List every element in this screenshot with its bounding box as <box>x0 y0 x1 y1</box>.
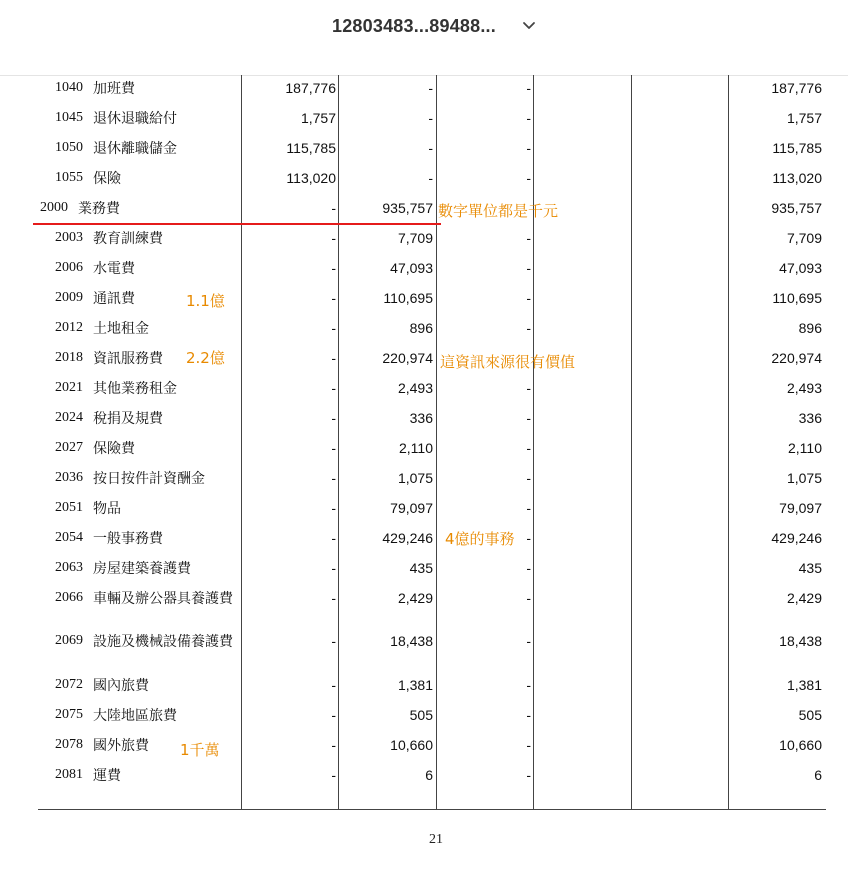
cell-total: 18,438 <box>779 633 822 649</box>
table-divider <box>241 75 242 810</box>
item-name: 大陸地區旅費 <box>93 707 177 723</box>
table-divider <box>631 75 632 810</box>
cell-total: 505 <box>798 707 822 723</box>
item-name: 水電費 <box>93 260 135 276</box>
item-code: 2027 <box>55 440 83 455</box>
item-name: 退休退職給付 <box>93 110 177 126</box>
cell-personnel: - <box>331 560 336 576</box>
cell-personnel: - <box>331 350 336 366</box>
cell-personnel: - <box>331 320 336 336</box>
cell-total: 935,757 <box>771 200 822 216</box>
cell-total: 429,246 <box>771 530 822 546</box>
cell-other: - <box>526 707 531 723</box>
table-divider <box>338 75 339 810</box>
cell-total: 47,093 <box>779 260 822 276</box>
cell-other: - <box>526 737 531 753</box>
cell-total: 1,381 <box>786 677 822 693</box>
item-name: 一般事務費 <box>93 530 163 546</box>
cell-business: 18,438 <box>390 633 433 649</box>
cell-personnel: - <box>331 500 336 516</box>
item-code: 1055 <box>55 170 83 185</box>
cell-business: - <box>428 80 433 96</box>
cell-business: 79,097 <box>390 500 433 516</box>
item-code: 2075 <box>55 707 83 722</box>
cell-personnel: - <box>331 707 336 723</box>
cell-total: 113,020 <box>772 170 822 186</box>
item-code: 2000 <box>40 200 68 215</box>
item-name: 加班費 <box>93 80 135 96</box>
cell-personnel: - <box>331 737 336 753</box>
cell-personnel: - <box>331 380 336 396</box>
item-code: 2024 <box>55 410 83 425</box>
cell-personnel: 113,020 <box>286 170 336 186</box>
item-code: 2009 <box>55 290 83 305</box>
cell-other: - <box>526 677 531 693</box>
cell-other: - <box>526 110 531 126</box>
cell-other: - <box>526 633 531 649</box>
cell-personnel: - <box>331 200 336 216</box>
item-name: 退休離職儲金 <box>93 140 177 156</box>
cell-other: - <box>526 500 531 516</box>
annotation-valuable-source: 這資訊來源很有價值 <box>440 353 576 371</box>
cell-business: 336 <box>409 410 433 426</box>
red-underline-annotation <box>33 223 441 225</box>
item-code: 2012 <box>55 320 83 335</box>
table-divider <box>533 75 534 810</box>
table-divider <box>728 75 729 810</box>
cell-personnel: - <box>331 530 336 546</box>
cell-total: 2,110 <box>788 440 822 456</box>
item-code: 1050 <box>55 140 83 155</box>
cell-business: 10,660 <box>390 737 433 753</box>
viewer-header <box>0 0 848 76</box>
cell-business: 1,075 <box>397 470 433 486</box>
chevron-down-icon[interactable] <box>520 14 538 38</box>
cell-total: 10,660 <box>779 737 822 753</box>
cell-business: 896 <box>409 320 433 336</box>
annotation-2078: 1千萬 <box>180 741 220 759</box>
cell-other: - <box>526 410 531 426</box>
cell-personnel: - <box>331 470 336 486</box>
cell-other: - <box>526 170 531 186</box>
item-code: 2054 <box>55 530 83 545</box>
item-name: 國外旅費 <box>93 737 149 753</box>
cell-personnel: 187,776 <box>285 80 336 96</box>
cell-business: 435 <box>409 560 433 576</box>
cell-business: 2,429 <box>397 590 433 606</box>
cell-personnel: - <box>331 767 336 783</box>
item-name: 房屋建築養護費 <box>93 560 191 576</box>
cell-business: - <box>428 110 433 126</box>
cell-personnel: - <box>331 260 336 276</box>
cell-personnel: 1,757 <box>300 110 336 126</box>
cell-business: 935,757 <box>382 200 433 216</box>
cell-personnel: - <box>331 590 336 606</box>
cell-other: - <box>526 767 531 783</box>
annotation-2018: 2.2億 <box>186 349 225 367</box>
item-code: 2003 <box>55 230 83 245</box>
item-code: 2063 <box>55 560 83 575</box>
cell-business: 220,974 <box>382 350 433 366</box>
cell-personnel: - <box>331 290 336 306</box>
item-code: 2006 <box>55 260 83 275</box>
cell-personnel: - <box>331 633 336 649</box>
item-name: 稅捐及規費 <box>93 410 163 426</box>
cell-business: - <box>428 170 433 186</box>
item-code: 2018 <box>55 350 83 365</box>
cell-total: 220,974 <box>771 350 822 366</box>
cell-personnel: 115,785 <box>286 140 336 156</box>
annotation-2009: 1.1億 <box>186 292 225 310</box>
cell-business: 429,246 <box>382 530 433 546</box>
cell-total: 1,075 <box>786 470 822 486</box>
cell-business: 110,695 <box>383 290 433 306</box>
cell-total: 1,757 <box>786 110 822 126</box>
cell-other: - <box>526 230 531 246</box>
item-code: 2051 <box>55 500 83 515</box>
table-divider <box>436 75 437 810</box>
item-name: 按日按件計資酬金 <box>93 470 205 486</box>
cell-other: - <box>526 530 531 546</box>
annotation-2054: 4億的事務 <box>445 530 515 548</box>
cell-personnel: - <box>331 230 336 246</box>
cell-other: - <box>526 290 531 306</box>
cell-business: 47,093 <box>390 260 433 276</box>
item-code: 2072 <box>55 677 83 692</box>
item-name: 物品 <box>93 500 121 516</box>
item-name: 土地租金 <box>93 320 149 336</box>
item-name: 資訊服務費 <box>93 350 163 366</box>
cell-business: 7,709 <box>397 230 433 246</box>
cell-total: 7,709 <box>786 230 822 246</box>
document-title[interactable]: 12803483...89488... <box>332 16 496 36</box>
cell-business: 6 <box>425 767 433 783</box>
cell-total: 435 <box>798 560 822 576</box>
cell-total: 896 <box>798 320 822 336</box>
item-code: 2078 <box>55 737 83 752</box>
cell-business: 2,110 <box>399 440 433 456</box>
cell-other: - <box>526 590 531 606</box>
item-name: 保險 <box>93 170 121 186</box>
cell-other: - <box>526 470 531 486</box>
cell-personnel: - <box>331 440 336 456</box>
item-name: 業務費 <box>78 200 120 216</box>
item-code: 2069 <box>55 633 83 648</box>
cell-total: 6 <box>814 767 822 783</box>
cell-other: - <box>526 380 531 396</box>
cell-other: - <box>526 140 531 156</box>
annotation-unit-note: 數字單位都是千元 <box>438 202 559 220</box>
item-name: 國內旅費 <box>93 677 149 693</box>
item-name: 車輛及辦公器具養護費 <box>93 590 233 606</box>
item-code: 2066 <box>55 590 83 605</box>
cell-personnel: - <box>331 410 336 426</box>
cell-total: 110,695 <box>772 290 822 306</box>
cell-other: - <box>526 440 531 456</box>
cell-business: 505 <box>409 707 433 723</box>
cell-total: 336 <box>798 410 822 426</box>
item-name: 教育訓練費 <box>93 230 163 246</box>
cell-other: - <box>526 560 531 576</box>
cell-business: 1,381 <box>397 677 433 693</box>
item-name: 其他業務租金 <box>93 380 177 396</box>
item-name: 設施及機械設備養護費 <box>93 633 233 649</box>
item-code: 2081 <box>55 767 83 782</box>
item-code: 1045 <box>55 110 83 125</box>
cell-other: - <box>526 260 531 276</box>
page-number: 21 <box>429 832 443 847</box>
cell-total: 2,429 <box>786 590 822 606</box>
cell-business: 2,493 <box>397 380 433 396</box>
cell-other: - <box>526 320 531 336</box>
cell-business: - <box>428 140 433 156</box>
item-code: 2036 <box>55 470 83 485</box>
item-name: 通訊費 <box>93 290 135 306</box>
cell-total: 187,776 <box>771 80 822 96</box>
cell-total: 79,097 <box>779 500 822 516</box>
cell-total: 2,493 <box>786 380 822 396</box>
cell-personnel: - <box>331 677 336 693</box>
table-bottom-border <box>38 809 826 810</box>
item-code: 1040 <box>55 80 83 95</box>
item-code: 2021 <box>55 380 83 395</box>
cell-total: 115,785 <box>772 140 822 156</box>
item-name: 運費 <box>93 767 121 783</box>
item-name: 保險費 <box>93 440 135 456</box>
cell-other: - <box>526 80 531 96</box>
